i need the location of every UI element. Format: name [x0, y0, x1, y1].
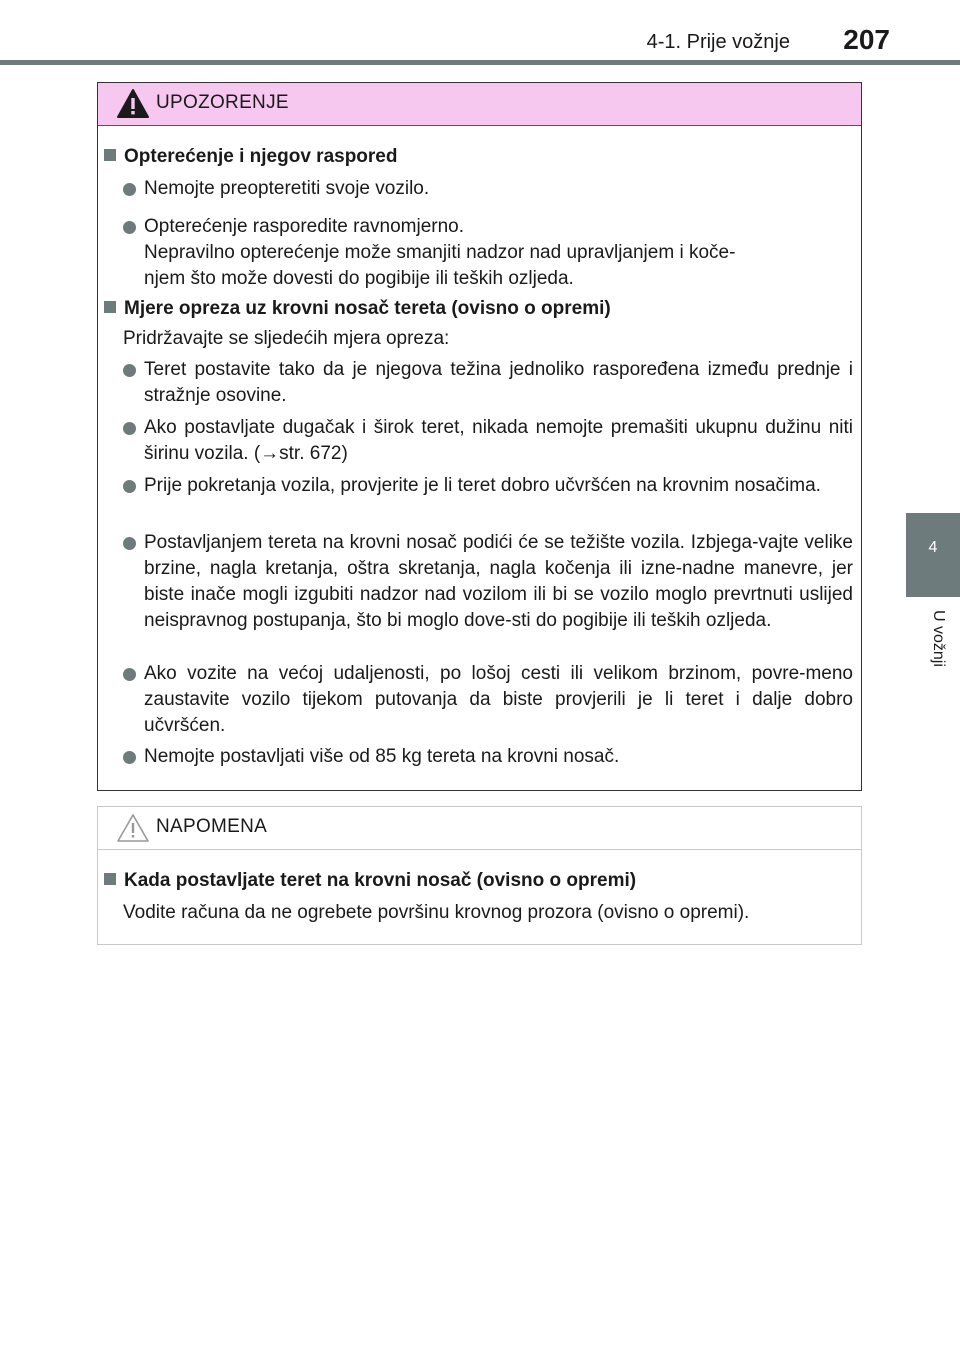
warning-triangle-icon [116, 88, 150, 120]
section-title: 4-1. Prije vožnje [646, 31, 790, 53]
list-item: Ako postavljate dugačak i širok teret, nikada nemojte premašiti ukupnu dužinu niti širinu vozila. (→str. 672) [111, 415, 853, 467]
list-item: Prije pokretanja vozila, provjerite je li teret dobro učvršćen na krovnim nosačima. [111, 473, 853, 499]
page-number: 207 [843, 24, 890, 55]
warning-header [98, 83, 861, 126]
caution-outline-icon [116, 812, 150, 844]
chapter-tab [906, 513, 960, 597]
list-item: Opterećenje rasporedite ravnomjerno. [111, 214, 853, 240]
round-bullet-icon [123, 221, 136, 234]
round-bullet-icon [123, 537, 136, 550]
warning-heading-roof-rack: Mjere opreza uz krovni nosač tereta (ovisno o opremi) [104, 296, 611, 322]
list-item-continuation: Nepravilno opterećenje može smanjiti nadzor nad upravljanjem i koče- [144, 242, 736, 263]
round-bullet-icon [123, 183, 136, 196]
list-item: Teret postavite tako da je njegova težina jednoliko raspoređena između prednje i stražnje osovine. [111, 357, 853, 409]
header-rule [0, 60, 960, 65]
list-item: Nemojte preopteretiti svoje vozilo. [111, 176, 853, 202]
round-bullet-icon [123, 751, 136, 764]
note-box [97, 806, 862, 945]
note-heading: Kada postavljate teret na krovni nosač (ovisno o opremi) [104, 868, 636, 894]
round-bullet-icon [123, 364, 136, 377]
chapter-number: 4 [928, 539, 938, 556]
list-item-continuation: njem što može dovesti do pogibije ili teških ozljeda. [144, 268, 574, 289]
square-bullet-icon [104, 149, 116, 161]
list-item: Postavljanjem tereta na krovni nosač podići će se težište vozila. Izbjega-vajte velike brzine, nagla kretanja, oštra skretanja, nagla kočenja ili izne-nadne manevre, jer biste inače mogli izgubiti nadzor nad vozilom ili bi se vozilo moglo prevrtnuti uslijed neispravnog postupanja, što bi moglo dove-sti do pogibije ili teških ozljeda. [111, 530, 853, 634]
note-text: Vodite računa da ne ogrebete površinu krovnog prozora (ovisno o opremi). [123, 902, 750, 923]
list-item: Nemojte postavljati više od 85 kg tereta na krovni nosač. [111, 744, 853, 770]
warning-heading-load: Opterećenje i njegov raspored [104, 144, 397, 170]
warning-box [97, 82, 862, 791]
round-bullet-icon [123, 668, 136, 681]
chapter-label: U vožnji [930, 610, 947, 667]
note-title: NAPOMENA [156, 816, 268, 837]
list-item: Ako vozite na većoj udaljenosti, po lošoj cesti ili velikom brzinom, povre-meno zaustavite vozilo tijekom putovanja da biste provjerili je li teret i dalje dobro učvršćen. [111, 661, 853, 739]
note-header [98, 807, 861, 850]
intro-text: Pridržavajte se sljedećih mjera opreza: [123, 328, 450, 349]
square-bullet-icon [104, 301, 116, 313]
warning-title: UPOZORENJE [156, 92, 289, 113]
round-bullet-icon [123, 480, 136, 493]
square-bullet-icon [104, 873, 116, 885]
round-bullet-icon [123, 422, 136, 435]
